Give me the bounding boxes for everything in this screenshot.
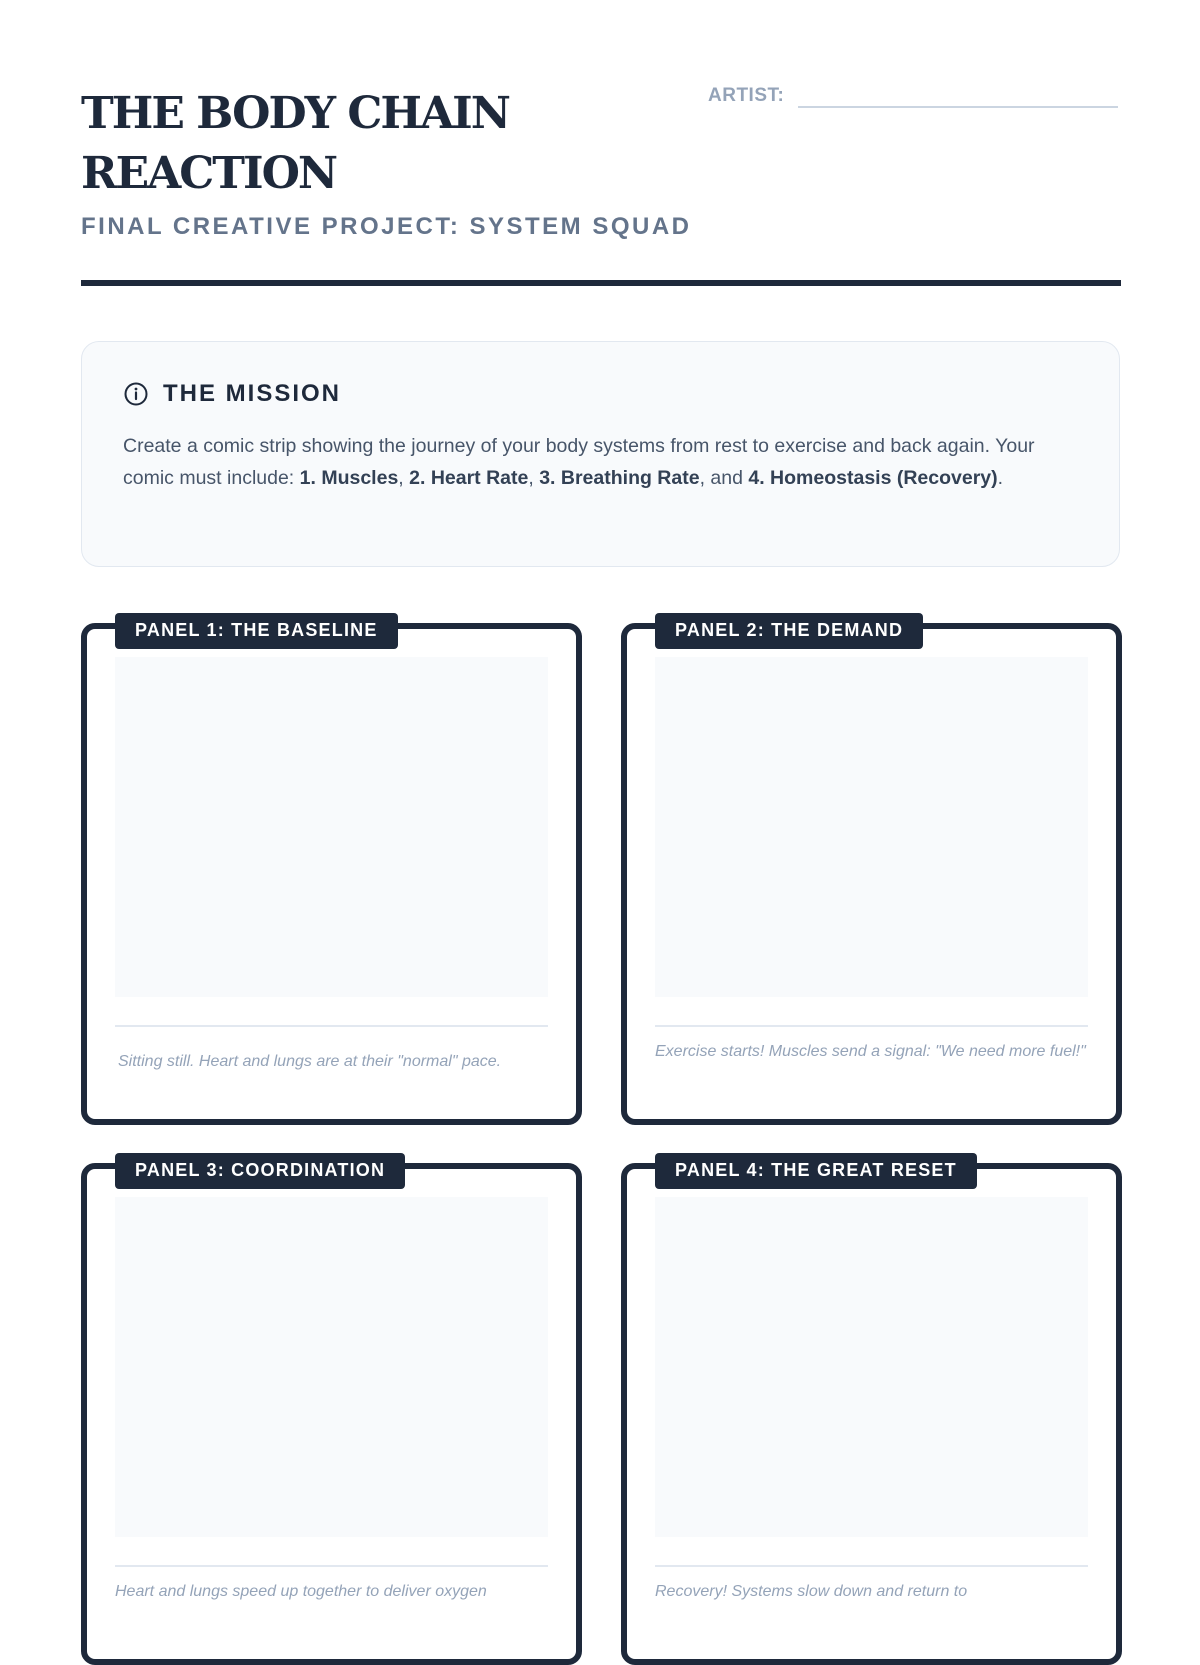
caption-divider bbox=[655, 1025, 1088, 1027]
comic-panel-3 bbox=[81, 1160, 582, 1665]
header bbox=[81, 84, 1122, 242]
mission-title: THE MISSION bbox=[163, 380, 342, 407]
panel-caption: Sitting still. Heart and lungs are at their "normal" pace. bbox=[118, 1053, 502, 1070]
drawing-area[interactable] bbox=[655, 1197, 1088, 1537]
caption-divider bbox=[115, 1025, 548, 1027]
panel-tag: PANEL 2: THE DEMAND bbox=[655, 613, 923, 649]
panel-caption: Recovery! Systems slow down and return to bbox=[655, 1583, 968, 1600]
mission-box bbox=[81, 341, 1120, 567]
comic-panel-1 bbox=[81, 620, 582, 1125]
artist-label: ARTIST: bbox=[708, 85, 785, 106]
info-icon bbox=[123, 381, 149, 407]
artist-field bbox=[708, 84, 1118, 108]
requirement-homeostasis: 4. Homeostasis (Recovery) bbox=[748, 467, 998, 489]
mission-description bbox=[123, 430, 1078, 494]
comic-panel-4 bbox=[621, 1160, 1122, 1665]
panel-tag: PANEL 1: THE BASELINE bbox=[115, 613, 398, 649]
mission-separator: , bbox=[398, 467, 410, 489]
panel-caption: Heart and lungs speed up together to deliver oxygen bbox=[115, 1583, 487, 1600]
requirement-breathing-rate: 3. Breathing Rate bbox=[539, 467, 700, 489]
requirement-muscles: 1. Muscles bbox=[299, 467, 399, 489]
panel-tag: PANEL 3: COORDINATION bbox=[115, 1153, 405, 1189]
caption-divider bbox=[115, 1565, 548, 1567]
panel-caption: Exercise starts! Muscles send a signal: "We need more fuel!" bbox=[655, 1043, 1086, 1060]
drawing-area[interactable] bbox=[115, 1197, 548, 1537]
mission-separator: , bbox=[528, 467, 540, 489]
caption-divider bbox=[655, 1565, 1088, 1567]
mission-heading bbox=[123, 380, 1078, 408]
requirement-heart-rate: 2. Heart Rate bbox=[409, 467, 529, 489]
panel-tag: PANEL 4: THE GREAT RESET bbox=[655, 1153, 977, 1189]
page-subtitle: FINAL CREATIVE PROJECT: SYSTEM SQUAD bbox=[81, 213, 692, 240]
artist-name-input-line[interactable] bbox=[798, 86, 1118, 108]
mission-separator: , and bbox=[699, 467, 749, 489]
drawing-area[interactable] bbox=[655, 657, 1088, 997]
comic-panel-2 bbox=[621, 620, 1122, 1125]
drawing-area[interactable] bbox=[115, 657, 548, 997]
mission-intro: Create a comic strip showing the journey of your body systems from rest to exercise and back again. Your comic must include: bbox=[123, 435, 1035, 489]
mission-end: . bbox=[997, 467, 1004, 489]
header-divider bbox=[81, 280, 1121, 286]
page-title: THE BODY CHAIN REACTION bbox=[81, 88, 509, 199]
